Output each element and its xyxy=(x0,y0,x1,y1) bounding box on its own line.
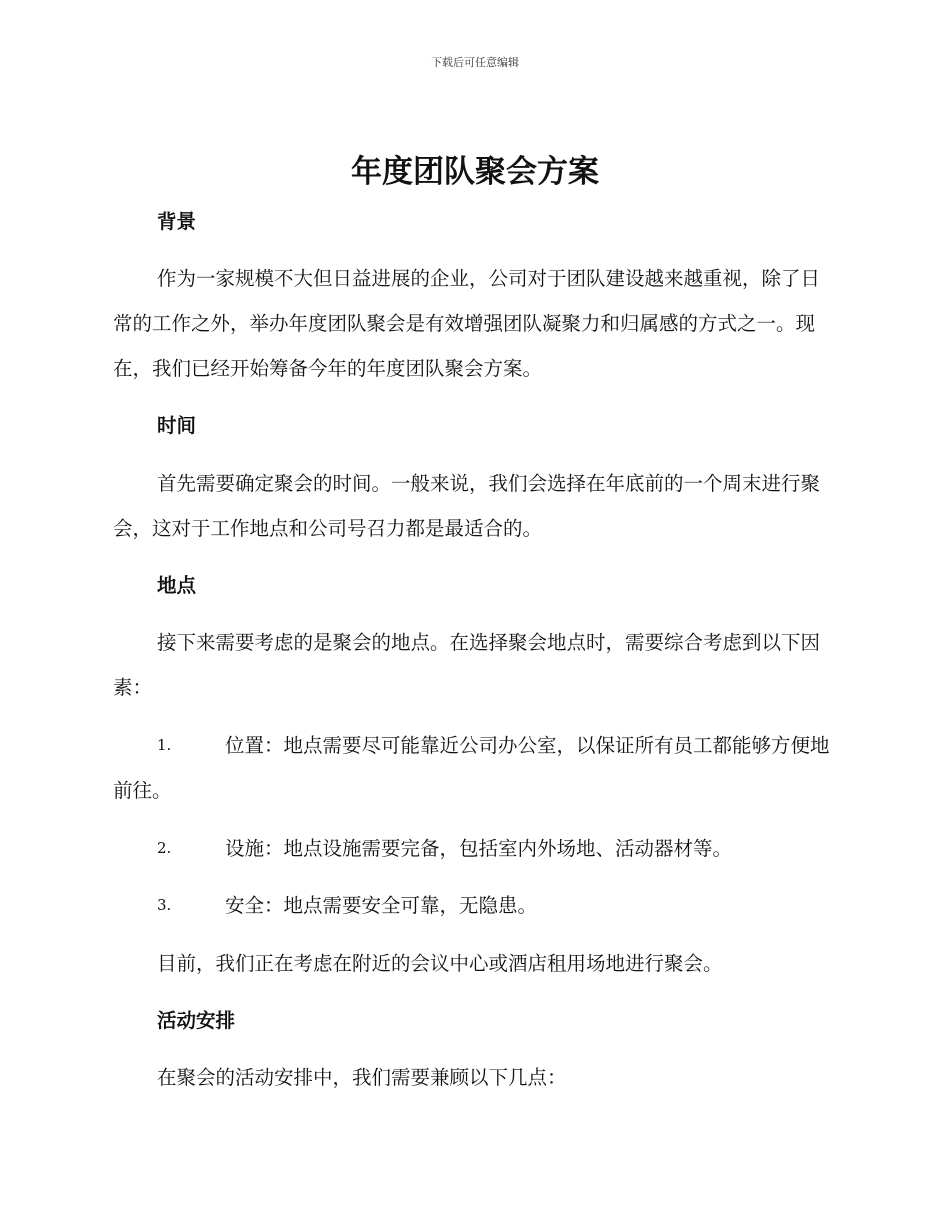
section-heading-location: 地点 xyxy=(157,574,197,597)
list-item-text: 设施：地点设施需要完备，包括室内外场地、活动器材等。 xyxy=(225,837,733,860)
list-item xyxy=(113,883,837,928)
paragraph-location: 接下来需要考虑的是聚会的地点。在选择聚会地点时，需要综合考虑到以下因素： xyxy=(113,631,821,699)
section-heading-time: 时间 xyxy=(157,414,197,437)
section-heading-background: 背景 xyxy=(157,210,197,233)
list-item-text: 安全：地点需要安全可靠，无隐患。 xyxy=(225,894,538,917)
list-item-text: 位置：地点需要尽可能靠近公司办公室，以保证所有员工都能够方便地前往。 xyxy=(113,734,830,802)
document-title: 年度团队聚会方案 xyxy=(351,154,599,190)
paragraph-location-note: 目前，我们正在考虑在附近的会议中心或酒店租用场地进行聚会。 xyxy=(157,952,723,975)
header-note: 下载后可任意编辑 xyxy=(431,56,519,69)
paragraph-background: 作为一家规模不大但日益进展的企业，公司对于团队建设越来越重视，除了日常的工作之外，举办年度团队聚会是有效增强团队凝聚力和归属感的方式之一。现在，我们已经开始筹备今年的年度团队聚会方案。 xyxy=(113,267,821,380)
list-number: 3. xyxy=(157,896,172,914)
paragraph-time: 首先需要确定聚会的时间。一般来说，我们会选择在年底前的一个周末进行聚会，这对于工作地点和公司号召力都是最适合的。 xyxy=(113,472,821,540)
list-number: 1. xyxy=(157,736,172,754)
paragraph-activities: 在聚会的活动安排中，我们需要兼顾以下几点： xyxy=(157,1066,567,1089)
section-heading-activities: 活动安排 xyxy=(157,1009,236,1032)
list-item xyxy=(113,826,837,871)
list-item xyxy=(113,723,837,813)
list-number: 2. xyxy=(157,839,172,857)
